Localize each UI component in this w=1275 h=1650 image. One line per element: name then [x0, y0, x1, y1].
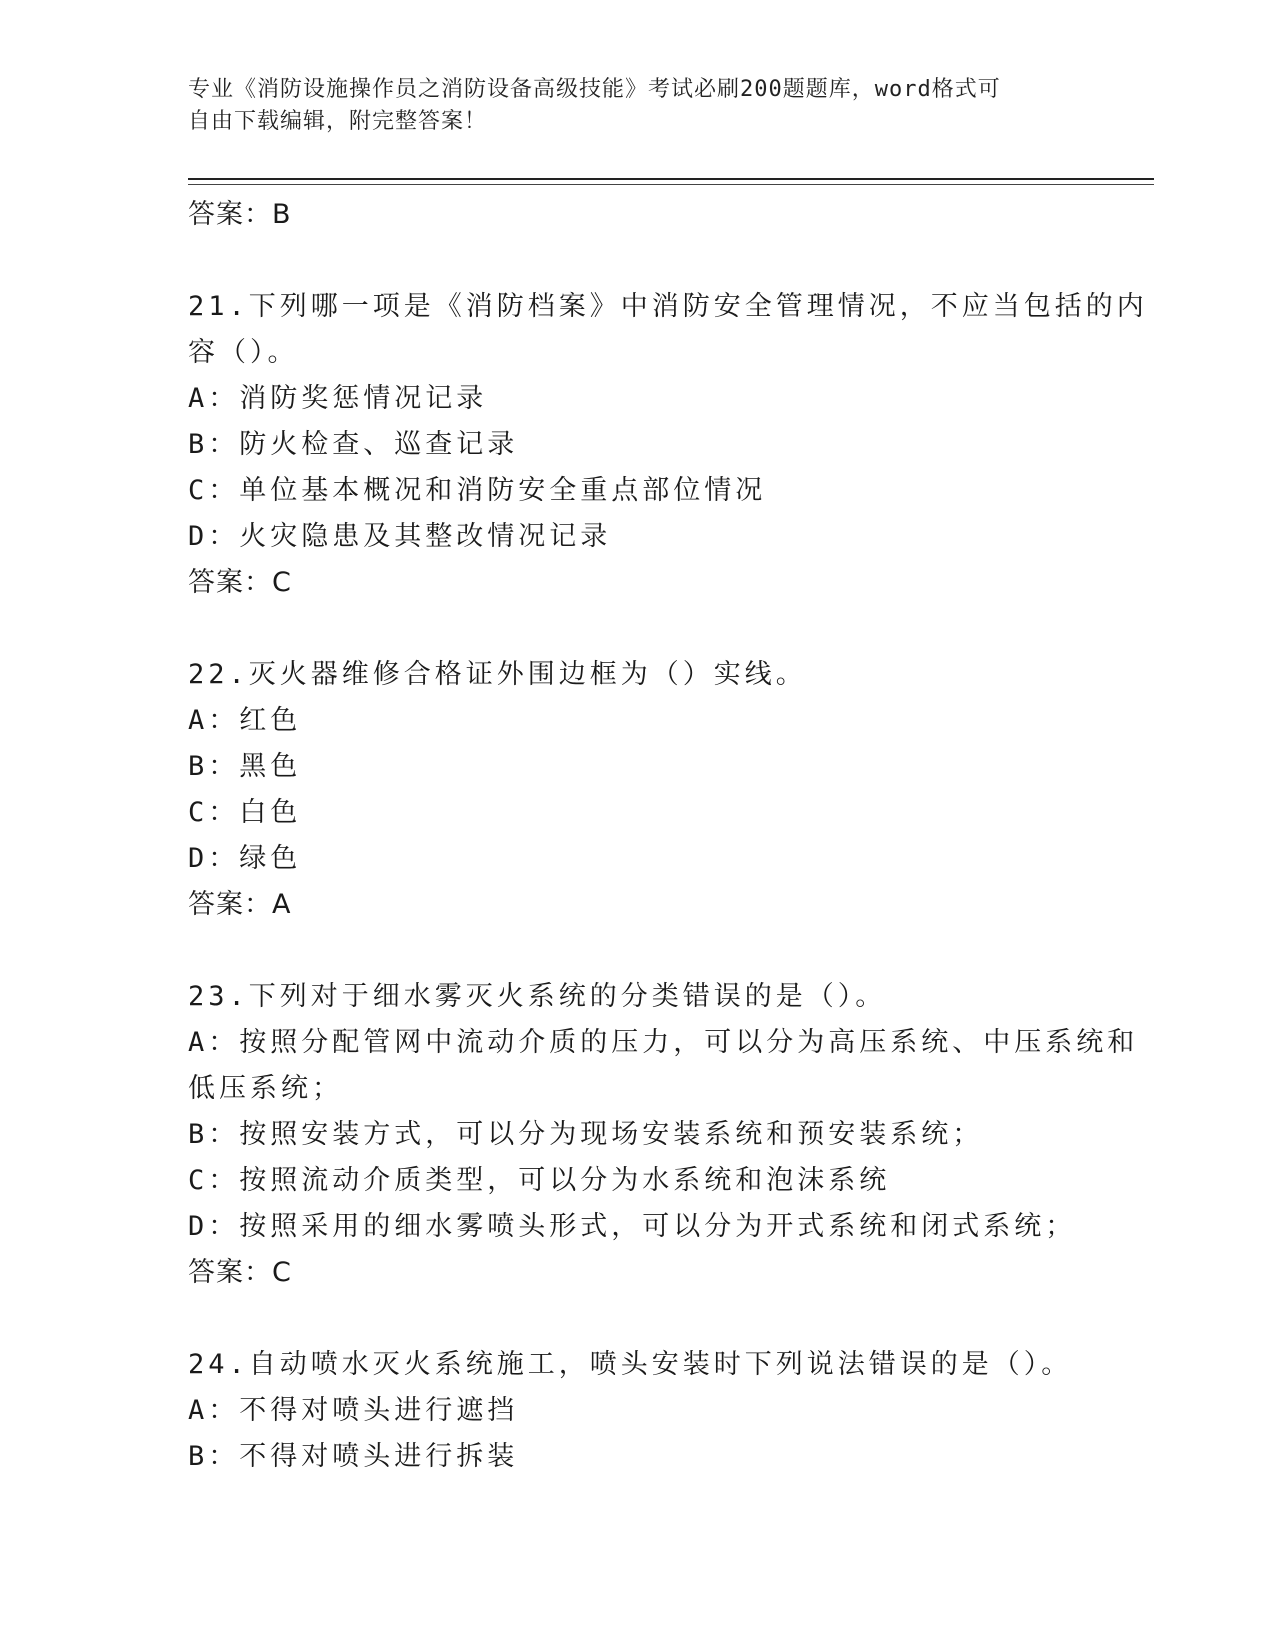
question-stem: 21.下列哪一项是《消防档案》中消防安全管理情况，不应当包括的内	[188, 291, 1148, 322]
answer: 答案：C	[188, 567, 292, 598]
previous-answer: 答案：B	[188, 199, 292, 230]
spacer	[188, 238, 1088, 284]
question-list	[188, 192, 1148, 1480]
answer: 答案：C	[188, 1257, 292, 1288]
option-a: A：不得对喷头进行遮挡	[188, 1395, 519, 1426]
option-d: D：火灾隐患及其整改情况记录	[188, 521, 612, 552]
question-23	[188, 974, 1139, 1296]
option-b: B：不得对喷头进行拆装	[188, 1441, 519, 1472]
spacer	[188, 928, 1088, 974]
question-24	[188, 1342, 1088, 1480]
option-a-continued: 低压系统；	[188, 1073, 343, 1104]
spacer	[188, 606, 1088, 652]
option-b: B：防火检查、巡查记录	[188, 429, 519, 460]
option-c: C：按照流动介质类型，可以分为水系统和泡沫系统	[188, 1165, 891, 1196]
header-divider-thick	[188, 178, 1154, 180]
option-b: B：黑色	[188, 751, 302, 782]
option-d: D：绿色	[188, 843, 302, 874]
answer: 答案：A	[188, 889, 292, 920]
question-stem: 24.自动喷水灭火系统施工，喷头安装时下列说法错误的是（）。	[188, 1349, 1073, 1380]
question-stem: 容（）。	[188, 337, 299, 368]
question-22	[188, 652, 1088, 928]
option-d: D：按照采用的细水雾喷头形式，可以分为开式系统和闭式系统；	[188, 1211, 1077, 1242]
header-line-2: 自由下载编辑，附完整答案！	[188, 109, 488, 134]
document-header	[188, 74, 1088, 138]
option-a: A：消防奖惩情况记录	[188, 383, 488, 414]
question-stem: 23.下列对于细水雾灭火系统的分类错误的是（）。	[188, 981, 887, 1012]
spacer	[188, 1296, 1088, 1342]
option-a: A：按照分配管网中流动介质的压力，可以分为高压系统、中压系统和	[188, 1027, 1139, 1058]
option-c: C：白色	[188, 797, 302, 828]
header-divider-thin	[188, 184, 1154, 185]
question-21	[188, 284, 1148, 606]
option-c: C：单位基本概况和消防安全重点部位情况	[188, 475, 767, 506]
header-line-1: 专业《消防设施操作员之消防设备高级技能》考试必刷200题题库，word格式可	[188, 77, 1001, 102]
option-b: B：按照安装方式，可以分为现场安装系统和预安装系统；	[188, 1119, 984, 1150]
question-stem: 22.灭火器维修合格证外围边框为（）实线。	[188, 659, 807, 690]
option-a: A：红色	[188, 705, 302, 736]
